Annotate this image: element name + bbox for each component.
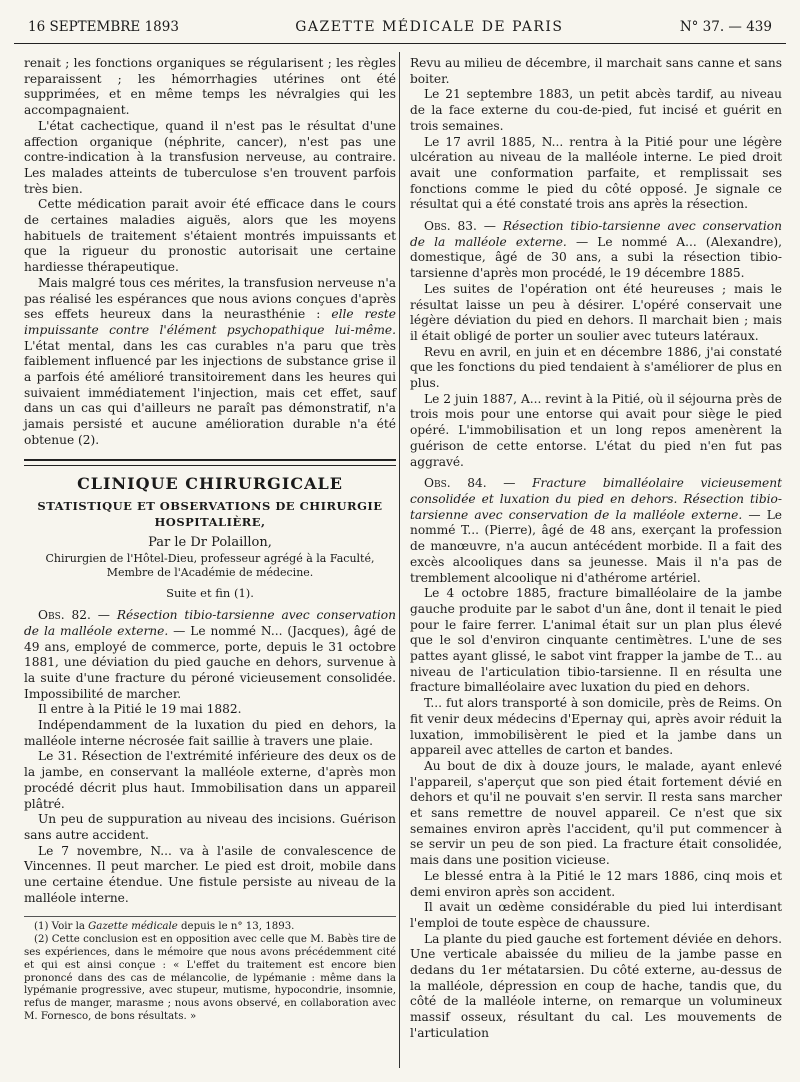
continuation-note: Suite et fin (1). <box>166 586 254 601</box>
paragraph: renait ; les fonctions organiques se régularisent ; les règles reparaissent ; les hémorrhagies utérines ont été supprimées, et en même temps les névralgies qui les accompagnaient. <box>24 56 396 118</box>
paragraph: Les suites de l'opération ont été heureuses ; mais le résultat laisse un peu à désirer. L'opéré conservait une légère déviation du pied en dehors. Il marchait bien ; mais il était obligé de porter un soulier avec tuteurs latéraux. <box>410 281 782 343</box>
author-affiliation <box>24 552 396 580</box>
footnotes <box>24 916 396 1023</box>
paragraph: La plante du pied gauche est fortement déviée en dehors. Une verticale abaissée du milieu de la jambe passe en dedans du 1er métatarsien. Du côté externe, au-dessus de la malléole, dépression en coup de hache, tandis que, du côté de la malléole interne, on remarque un volumineux massif osseux, résultant du cal. Les mouvements de l'articulation <box>410 931 782 1040</box>
observation-83 <box>410 219 782 282</box>
page-header <box>28 14 772 40</box>
observation-title: Résection tibio-tarsienne avec conservation de la malléole externe. <box>24 608 396 638</box>
paragraph: Le 31. Résection de l'extrémité inférieure des deux os de la jambe, en conservant la malléole externe, d'après mon procédé décrit plus haut. Immobilisation dans un appareil plâtré. <box>24 749 396 811</box>
text-run: Mais malgré tous ces mérites, la transfusion nerveuse n'a pas réalisé les espérances que nous avions conçues d'après ses effets heureux dans la neurasthénie : <box>24 275 396 322</box>
italic-emphasis: Gazette médicale <box>88 921 178 933</box>
left-column <box>24 56 396 1024</box>
observation-label: Obs. 84. — <box>424 476 516 491</box>
section-rule <box>24 459 396 461</box>
header-date: 16 SEPTEMBRE 1893 <box>28 19 179 35</box>
header-rule <box>14 43 786 44</box>
paragraph: Revu au milieu de décembre, il marchait sans canne et sans boiter. <box>410 56 782 86</box>
observation-title: Résection tibio-tarsienne avec conservation de la malléole externe. <box>410 219 782 249</box>
paragraph: Au bout de dix à douze jours, le malade, ayant enlevé l'appareil, s'aperçut que son pied était fortement dévié en dehors et qu'il ne pouvait s'en servir. Il resta sans marcher et sans remettre de nouvel appareil. Ce n'est que six semaines environ après l'accident, qu'il put commencer à se servir un peu de son pied. La fracture était consolidée, mais dans une position vicieuse. <box>410 758 782 868</box>
paragraph: Un peu de suppuration au niveau des incisions. Guérison sans autre accident. <box>24 812 396 842</box>
header-title: GAZETTE MÉDICALE DE PARIS <box>295 19 564 35</box>
right-column <box>410 56 782 1042</box>
paragraph: Le 4 octobre 1885, fracture bimalléolaire de la jambe gauche produite par le sabot d'un âne, dont il tenait le pied pour le faire ferrer. L'animal était sur un plan plus élevé que le sol d'environ cinquante centimètres. L'une de ses pattes ayant glissé, le sabot vint frapper la jambe de T... au niveau de l'articulation tibio-tarsienne. Il en résulta une fracture bimalléolaire avec luxation du pied en dehors. <box>410 586 782 695</box>
paragraph <box>24 276 396 449</box>
paragraph: Le 2 juin 1887, A... revint à la Pitié, où il séjourna près de trois mois pour une entorse qui avait pour siège le pied opéré. L'immobilisation et un long repos amenèrent la guérison de cette entorse. L'état du pied n'en fut pas aggravé. <box>410 391 782 469</box>
observation-text: — Le nommé A... (Alexandre), domestique, âgé de 30 ans, a subi la résection tibio-tarsienne d'après mon procédé, le 19 décembre 1885. <box>410 234 782 281</box>
header-page-number: N° 37. — 439 <box>679 19 772 35</box>
text-run: (1) Voir la <box>34 921 85 933</box>
paragraph: Le 17 avril 1885, N... rentra à la Pitié pour une légère ulcération au niveau de la malléole interne. Le pied droit avait une conformation parfaite, et remplissait ses fonctions comme le pied du côté opposé. Je signale ce résultat qui a été constaté trois ans après la résection. <box>410 134 782 212</box>
footnote-2: (2) Cette conclusion est en opposition avec celle que M. Babès tire de ses expériences, dans le mémoire que nous avons précédemment cité et qui est ainsi conçue : « L'effet du traitement est encore bien prononcé dans des cas de mélancolie, de lypémanie : même dans la lypémanie progressive, avec stupeur, mutisme, hypocondrie, insomnie, refus de manger, marasme ; nous avons observé, en collaboration avec M. Fornesco, de bons résultats. » <box>24 934 396 1023</box>
section-rule-thin <box>24 465 396 466</box>
paragraph: Le blessé entra à la Pitié le 12 mars 1886, cinq mois et demi environ après son accident. <box>410 868 782 899</box>
observation-text: — Le nommé T... (Pierre), âgé de 48 ans, exerçant la profession de manœuvre, n'a aucun antécédent morbide. Il a fait des excès alcooliques dans sa jeunesse. Mais il n'a pas de tremblement alcoolique ni d'athérome artériel. <box>410 507 783 585</box>
observation-label: Obs. 82. — <box>38 608 110 623</box>
paragraph: L'état cachectique, quand il n'est pas le résultat d'une affection organique (néphrite, cancer), n'est pas une contre-indication à la transfusion nerveuse, au contraire. Les malades atteints de tuberculose s'en trouvent parfois très bien. <box>24 118 396 196</box>
text-run: depuis le n° 13, 1893. <box>181 921 295 933</box>
observation-text: — Le nommé N... (Jacques), âgé de 49 ans, employé de commerce, porte, depuis le 31 octobre 1881, une déviation du pied gauche en dehors, survenue à la suite d'une fracture du péroné vicieusement consolidée. Impossibilité de marcher. <box>24 623 396 701</box>
observation-label: Obs. 83. — <box>424 219 496 234</box>
paragraph: Indépendamment de la luxation du pied en dehors, la malléole interne nécrosée fait saillie à travers une plaie. <box>24 718 396 748</box>
section-subtitle: STATISTIQUE ET OBSERVATIONS DE CHIRURGIE HOSPITALIÈRE, <box>37 499 383 529</box>
observation-82 <box>24 608 396 702</box>
paragraph: T... fut alors transporté à son domicile, près de Reims. On fit venir deux médecins d'Epernay qui, après avoir réduit la luxation, immobilisèrent le pied et la jambe dans un appareil avec attelles de carton et bandes. <box>410 696 782 758</box>
observation-title: Fracture bimalléolaire vicieusement consolidée et luxation du pied en dehors. Résection tibio-tarsienne avec conservation de la malléole externe. <box>410 476 782 522</box>
column-divider <box>399 52 400 1068</box>
paragraph: Le 7 novembre, N... va à l'asile de convalescence de Vincennes. Il peut marcher. Le pied est droit, mobile dans une certaine étendue. Une fistule persiste au niveau de la malléole interne. <box>24 843 396 905</box>
author-byline: Par le Dr Polaillon, <box>148 534 272 550</box>
affiliation-line: Membre de l'Académie de médecine. <box>106 566 314 580</box>
paragraph: Cette médication parait avoir été efficace dans le cours de certaines maladies aiguës, alors que les moyens habituels de traitement s'étaient montrés impuissants et que la rigueur du pronostic autorisait une certaine hardiesse thérapeutique. <box>24 197 396 275</box>
affiliation-line: Chirurgien de l'Hôtel-Dieu, professeur agrégé à la Faculté, <box>45 552 375 566</box>
footnote-1 <box>24 921 396 934</box>
section-title: CLINIQUE CHIRURGICALE <box>77 473 343 493</box>
paragraph: Il avait un œdème considérable du pied lui interdisant l'emploi de toute espèce de chaussure. <box>410 900 782 930</box>
paragraph: Revu en avril, en juin et en décembre 1886, j'ai constaté que les fonctions du pied tendaient à s'améliorer de plus en plus. <box>410 344 782 391</box>
italic-emphasis: elle reste impuissante contre l'élément psychopathique lui-même. <box>24 307 396 337</box>
paragraph: Le 21 septembre 1883, un petit abcès tardif, au niveau de la face externe du cou-de-pied, fut incisé et guérit en trois semaines. <box>410 87 782 133</box>
observation-84 <box>410 476 782 586</box>
paragraph: Il entre à la Pitié le 19 mai 1882. <box>38 702 242 717</box>
text-run: L'état mental, dans les cas curables n'a paru que très faiblement influencé par les injections de substance grise il a parfois été amélioré transitoirement dans les heures qui suivaient immédiatement l'injection, mais cet effet, sauf dans un cas qui d'ailleurs ne paraît pas démonstratif, n'a jamais persisté et aucune amélioration durable n'a été obtenue (2). <box>24 338 396 447</box>
